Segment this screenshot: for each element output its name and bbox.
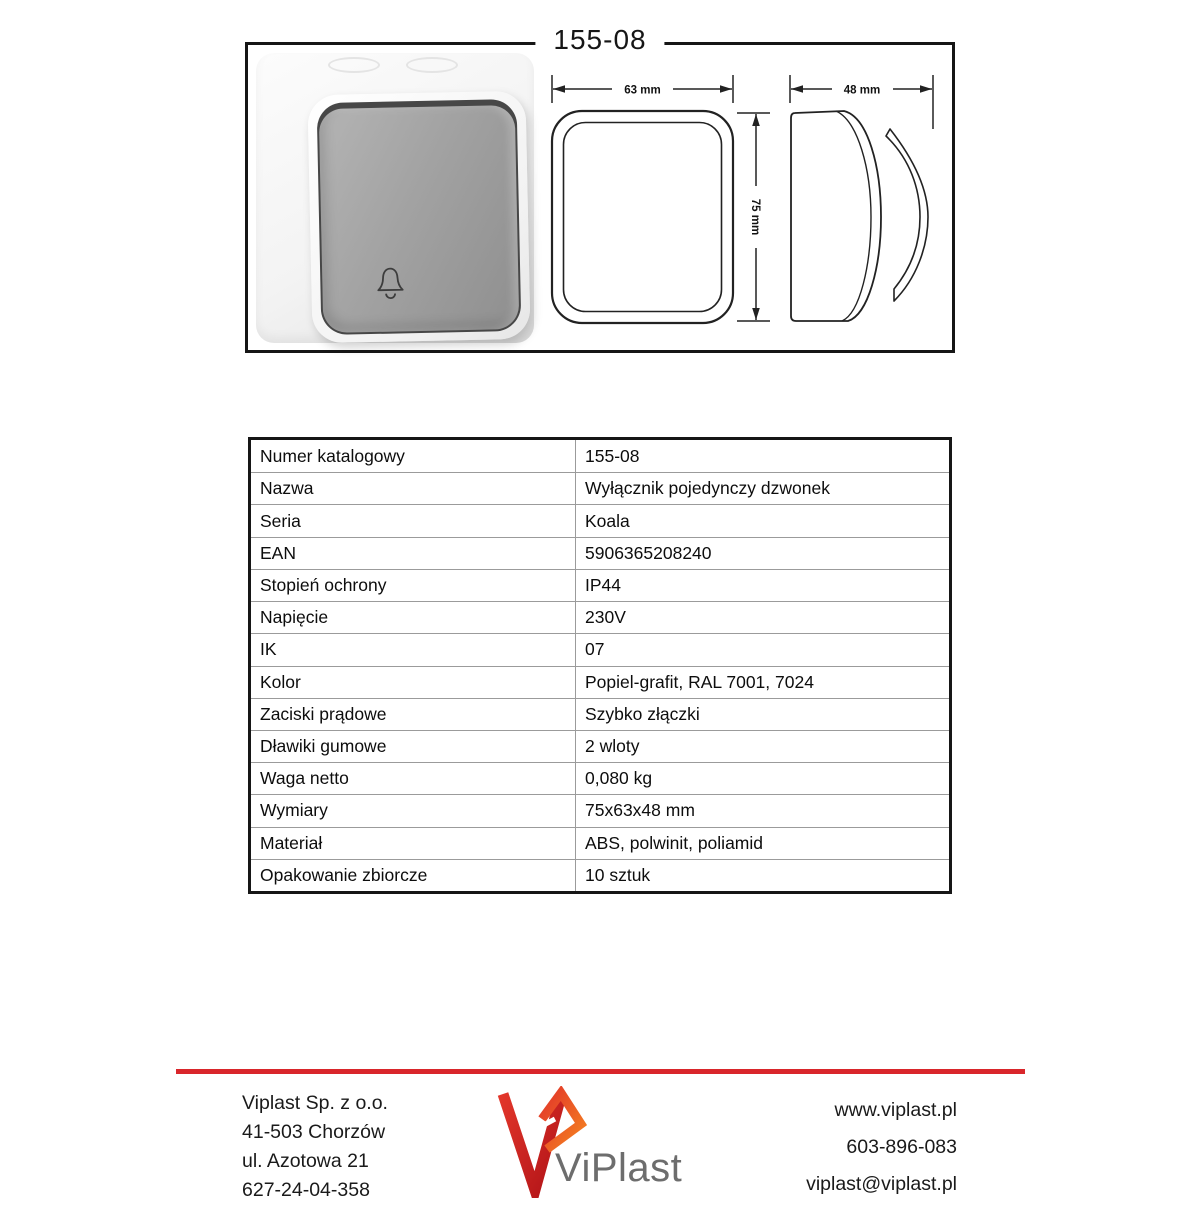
arrow-right-icon [720, 85, 732, 93]
arrow-up-icon [752, 114, 760, 126]
company-street: ul. Azotowa 21 [242, 1150, 369, 1172]
spec-label: Wymiary [260, 800, 328, 821]
table-row [251, 730, 949, 762]
spec-label: Seria [260, 510, 301, 531]
spec-label: Opakowanie zbiorcze [260, 864, 428, 885]
table-row [251, 794, 949, 826]
arrow-left-icon [791, 85, 803, 93]
company-city: 41-503 Chorzów [242, 1121, 386, 1143]
arrow-right-icon [920, 85, 932, 93]
phone-number: 603-896-083 [846, 1136, 957, 1158]
spec-value: Popiel-grafit, RAL 7001, 7024 [575, 667, 949, 698]
switch-rocker [319, 105, 520, 333]
spec-value: 5906365208240 [575, 538, 949, 569]
viplast-logo [495, 1086, 745, 1198]
company-phone: 627-24-04-358 [242, 1179, 370, 1201]
page-title: 155-08 [535, 24, 664, 56]
table-row [251, 440, 949, 472]
spec-label: EAN [260, 542, 296, 563]
company-name: Viplast Sp. z o.o. [242, 1092, 388, 1114]
spec-label: Numer katalogowy [260, 445, 405, 466]
front-view-drawing [544, 67, 779, 329]
table-row [251, 537, 949, 569]
switch-body [256, 53, 534, 343]
spec-label: Zaciski prądowe [260, 703, 387, 724]
spec-value: 10 sztuk [575, 860, 949, 891]
spec-value: ABS, polwinit, poliamid [575, 828, 949, 859]
spec-label: Kolor [260, 671, 301, 692]
spec-label: Nazwa [260, 478, 314, 499]
cable-knockout [328, 57, 380, 73]
arrow-down-icon [752, 308, 760, 320]
spec-label: Stopień ochrony [260, 574, 387, 595]
table-row [251, 601, 949, 633]
spec-value: 0,080 kg [575, 763, 949, 794]
table-row [251, 698, 949, 730]
spec-value: Wyłącznik pojedynczy dzwonek [575, 473, 949, 504]
switch-frame [307, 91, 530, 344]
spec-value: 2 wloty [575, 731, 949, 762]
spec-value: IP44 [575, 570, 949, 601]
spec-label: Napięcie [260, 607, 329, 628]
spec-value: 07 [575, 634, 949, 665]
website-link[interactable]: www.viplast.pl [834, 1099, 957, 1121]
company-address [242, 1089, 388, 1205]
table-row [251, 633, 949, 665]
contact-info [806, 1092, 957, 1203]
viplast-logo-text: ViPlast [555, 1146, 683, 1190]
spec-label: Waga netto [260, 768, 349, 789]
table-row [251, 859, 949, 891]
footer-accent-line [176, 1069, 1025, 1074]
product-photo [256, 53, 534, 343]
spec-label: Materiał [260, 832, 323, 853]
spec-table [248, 437, 952, 894]
email-link[interactable]: viplast@viplast.pl [806, 1173, 957, 1195]
table-row [251, 569, 949, 601]
table-row [251, 827, 949, 859]
width-dimension-label: 63 mm [624, 84, 661, 97]
bell-icon [374, 265, 407, 300]
depth-dimension-label: 48 mm [843, 84, 881, 97]
arrow-left-icon [553, 85, 565, 93]
spec-value: 155-08 [575, 440, 949, 472]
spec-label: Dławiki gumowe [260, 736, 387, 757]
height-dimension-label: 75 mm [749, 198, 761, 236]
product-panel [245, 24, 955, 353]
spec-value: 75x63x48 mm [575, 795, 949, 826]
spec-label: IK [260, 639, 277, 660]
spec-value: 230V [575, 602, 949, 633]
table-row [251, 472, 949, 504]
cable-knockout [406, 57, 458, 73]
table-row [251, 762, 949, 794]
table-row [251, 666, 949, 698]
spec-value: Szybko złączki [575, 699, 949, 730]
spec-value: Koala [575, 505, 949, 536]
side-view-drawing [782, 67, 942, 329]
table-row [251, 504, 949, 536]
